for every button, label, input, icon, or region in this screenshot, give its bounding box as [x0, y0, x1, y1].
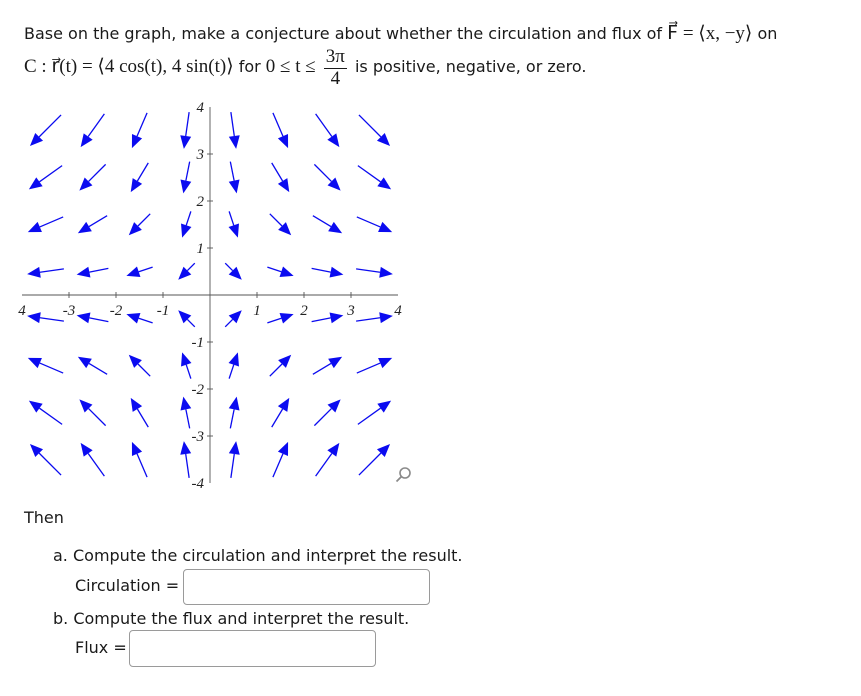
vector-arrow: [270, 214, 291, 235]
vector-arrow: [313, 357, 342, 375]
vector-field-graph[interactable]: [18, 100, 420, 493]
fraction-denominator: 4: [330, 68, 341, 89]
y-tick-label: 2: [196, 194, 204, 210]
vector-arrow: [356, 312, 393, 323]
flux-label: Flux =: [75, 638, 127, 657]
vector-arrow: [272, 398, 290, 427]
vector-field-expression: F⃗ = ⟨x, −y⟩: [667, 23, 753, 44]
part-b-prompt: b. Compute the flux and interpret the result.: [53, 609, 410, 628]
x-tick-label: 2: [300, 303, 308, 319]
vector-arrow: [132, 442, 147, 477]
vector-arrow: [28, 217, 63, 232]
vector-arrow: [27, 267, 64, 278]
vector-arrow: [316, 443, 340, 476]
question-tail: is positive, negative, or zero.: [354, 57, 587, 76]
y-tick-label: 1: [196, 241, 204, 257]
vector-arrow: [273, 113, 288, 148]
x-tick-label: 1: [253, 303, 261, 319]
question-line-1: [24, 22, 777, 45]
vector-arrow: [270, 355, 291, 376]
vector-arrow: [181, 352, 191, 378]
vector-arrow: [267, 313, 293, 323]
vector-arrow: [180, 397, 191, 429]
vector-arrow: [77, 267, 109, 278]
flux-input[interactable]: [129, 630, 376, 667]
vector-arrow: [181, 211, 191, 237]
vector-arrow: [225, 263, 242, 280]
y-tick-label: -4: [191, 476, 204, 492]
vector-arrow: [132, 113, 147, 148]
x-tick-label: 4: [394, 303, 402, 319]
vector-arrow: [29, 166, 62, 190]
axes: [22, 107, 398, 483]
vector-arrow: [129, 214, 150, 235]
vector-arrow: [79, 399, 105, 425]
y-tick-label: 3: [196, 147, 204, 163]
vector-arrow: [229, 352, 239, 378]
x-tick-label: -1: [156, 303, 170, 319]
vector-arrow: [229, 397, 240, 429]
vector-arrow: [126, 313, 152, 323]
vector-arrow: [357, 358, 392, 373]
then-label: Then: [24, 508, 64, 527]
vector-arrow: [30, 115, 61, 146]
question-intro: Base on the graph, make a conjecture about whether the circulation and flux of: [24, 24, 663, 43]
vector-arrow: [316, 114, 340, 147]
vector-arrow: [356, 267, 393, 278]
y-tick-label: -3: [191, 429, 204, 445]
vector-arrow: [312, 267, 344, 278]
vector-arrow: [273, 442, 288, 477]
vector-arrow: [27, 312, 64, 323]
vector-arrow: [358, 166, 391, 190]
vector-arrow: [126, 267, 152, 277]
question-for: for: [238, 57, 261, 76]
vector-arrow: [229, 162, 240, 194]
vector-arrow: [229, 441, 240, 478]
question-on: on: [757, 24, 778, 43]
vector-arrow: [131, 163, 149, 192]
x-tick-label: 3: [347, 303, 355, 319]
vector-arrow: [77, 312, 109, 323]
upper-bound-fraction: [324, 46, 347, 89]
circulation-label: Circulation =: [75, 576, 180, 595]
vector-arrow: [180, 162, 191, 194]
vector-arrow: [229, 112, 240, 149]
vector-arrow: [28, 358, 63, 373]
vector-arrow: [357, 217, 392, 232]
vector-arrow: [358, 401, 391, 425]
vector-arrow: [81, 443, 105, 476]
y-tick-label: 4: [196, 100, 204, 116]
vector-arrow: [81, 114, 105, 147]
fraction-numerator: 3π: [325, 46, 345, 67]
vector-arrow: [225, 310, 242, 327]
vector-arrow: [314, 164, 340, 190]
circulation-input[interactable]: [183, 569, 430, 605]
vector-arrow: [359, 115, 390, 146]
question-line-2: [24, 46, 586, 89]
y-tick-label: -1: [191, 335, 204, 351]
vector-arrow: [78, 216, 107, 234]
vector-arrow: [313, 216, 342, 234]
vector-arrow: [359, 444, 390, 475]
vector-arrow: [178, 310, 195, 327]
y-tick-label: -2: [191, 382, 204, 398]
vector-arrow: [272, 163, 290, 192]
vector-arrow: [312, 312, 344, 323]
curve-expression: C : r⃗(t) = ⟨4 cos(t), 4 sin(t)⟩: [24, 56, 234, 77]
vector-arrow: [131, 398, 149, 427]
vector-arrow: [180, 441, 191, 478]
part-a-prompt: a. Compute the circulation and interpret the result.: [53, 546, 463, 565]
vector-arrow: [29, 401, 62, 425]
vector-arrow: [314, 399, 340, 425]
parameter-range: 0 ≤ t ≤: [265, 56, 316, 77]
vector-arrow: [180, 112, 191, 149]
magnifier-icon[interactable]: [397, 468, 411, 482]
vector-arrow: [229, 211, 239, 237]
vector-arrow: [79, 164, 105, 190]
x-tick-label: -2: [109, 303, 123, 319]
vector-arrow: [178, 263, 195, 280]
vector-arrow: [129, 355, 150, 376]
x-tick-label: 4: [18, 303, 26, 319]
x-tick-label: -3: [62, 303, 76, 319]
vector-arrow: [30, 444, 61, 475]
vector-arrow: [78, 357, 107, 375]
vector-arrow: [267, 267, 293, 277]
